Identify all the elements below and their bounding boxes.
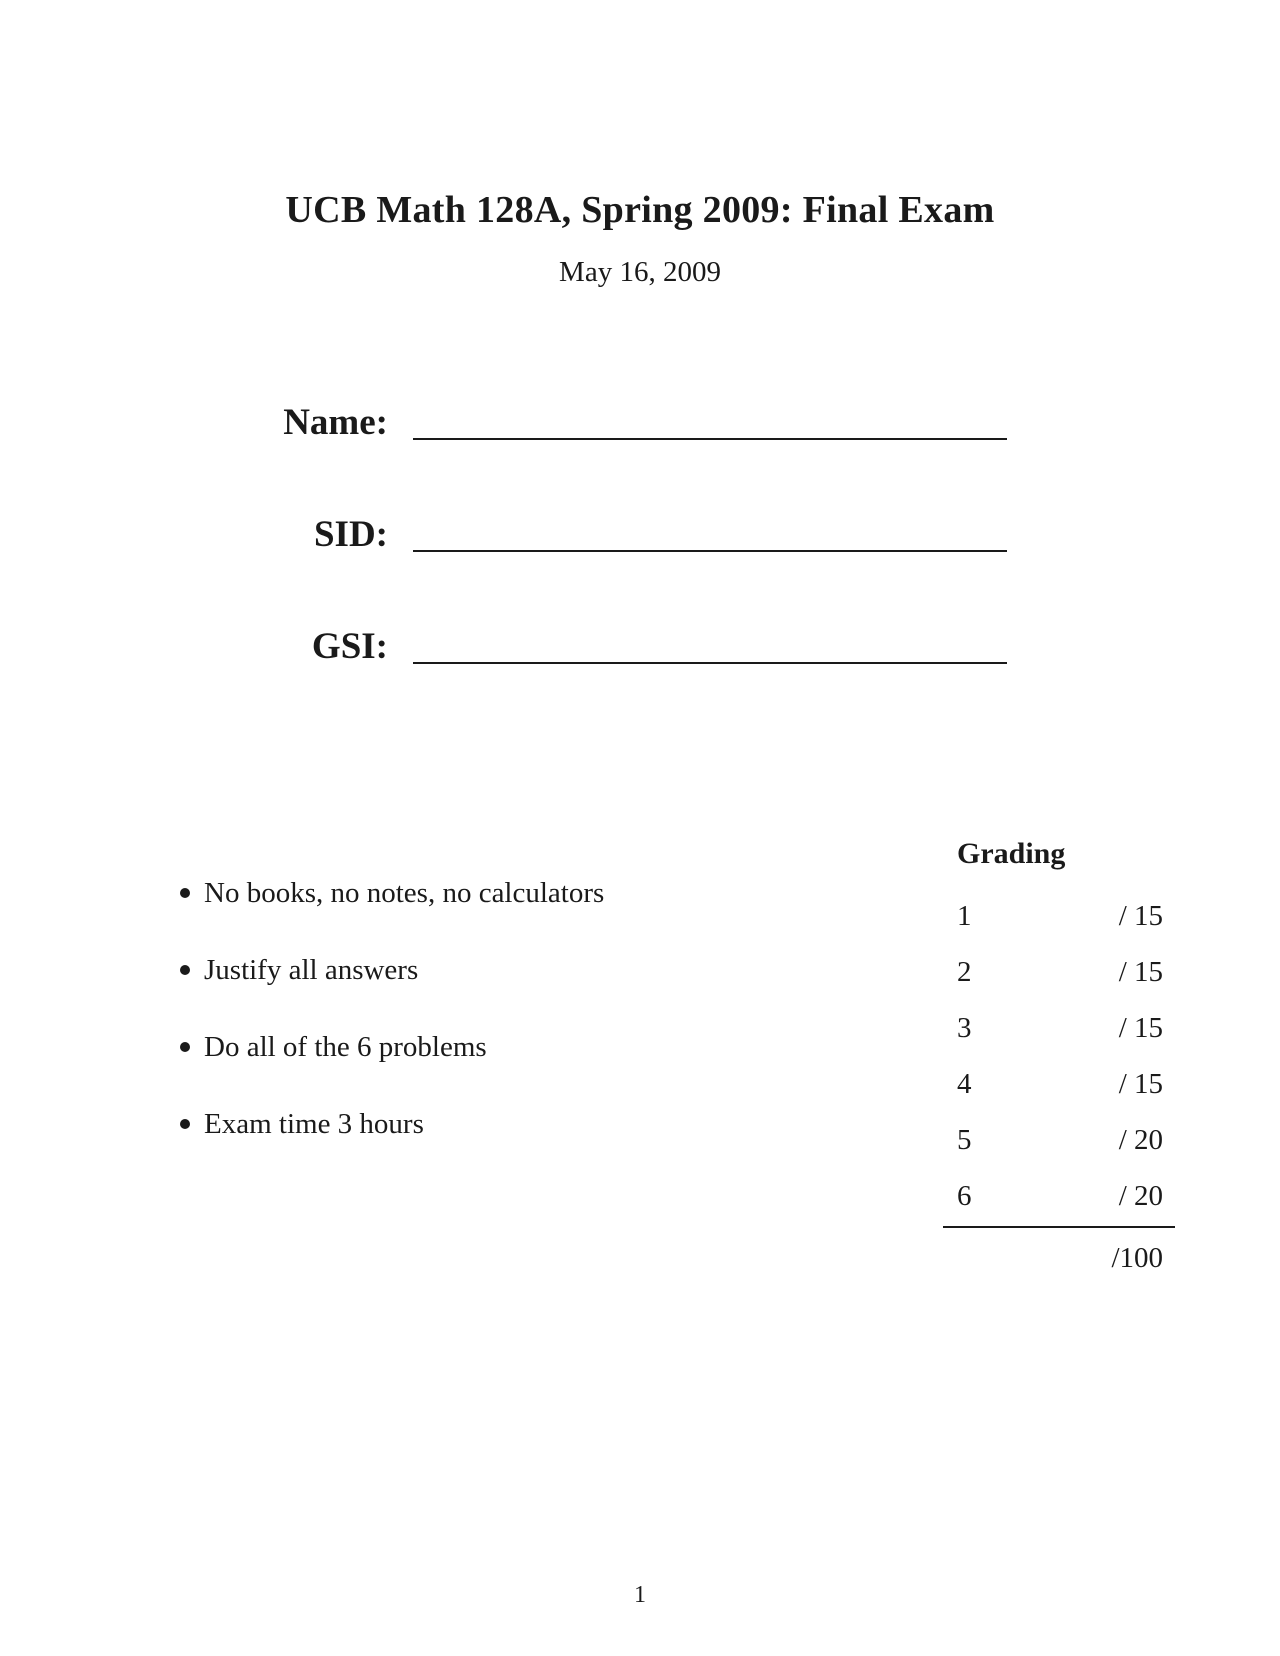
grading-row: [943, 1056, 1175, 1112]
grading-table: [943, 836, 1175, 1280]
problem-max-score: / 15: [1118, 1068, 1163, 1100]
bullet-icon: [180, 1042, 190, 1052]
problem-number: 2: [957, 956, 972, 988]
grading-title: Grading: [957, 837, 1066, 870]
problem-number: 5: [957, 1124, 972, 1156]
problem-number: 6: [957, 1180, 972, 1212]
problem-number: 4: [957, 1068, 972, 1100]
page-number: 1: [634, 1582, 646, 1608]
problem-max-score: / 15: [1118, 1012, 1163, 1044]
grading-row: [943, 1112, 1175, 1168]
gsi-blank-line: [413, 662, 1007, 664]
instruction-item: [180, 1030, 604, 1107]
bullet-icon: [180, 888, 190, 898]
name-blank-line: [413, 438, 1007, 440]
name-label: Name:: [283, 402, 388, 443]
exam-title: UCB Math 128A, Spring 2009: Final Exam: [285, 189, 995, 231]
problem-number: 3: [957, 1012, 972, 1044]
instruction-text: No books, no notes, no calculators: [204, 877, 605, 909]
instruction-text: Exam time 3 hours: [204, 1108, 424, 1140]
grading-total-row: [943, 1228, 1175, 1280]
problem-max-score: / 15: [1118, 900, 1163, 932]
grading-row: [943, 1168, 1175, 1224]
instruction-item: [180, 953, 604, 1030]
problem-max-score: / 20: [1118, 1124, 1163, 1156]
sid-label: SID:: [313, 514, 388, 555]
grading-row: [943, 1000, 1175, 1056]
instruction-text: Justify all answers: [204, 954, 419, 986]
sid-blank-line: [413, 550, 1007, 552]
bullet-icon: [180, 965, 190, 975]
instruction-text: Do all of the 6 problems: [204, 1031, 487, 1063]
instructions-list: [180, 876, 604, 1184]
grading-total: /100: [1111, 1242, 1163, 1274]
grading-row: [943, 944, 1175, 1000]
problem-number: 1: [957, 900, 972, 932]
instruction-item: [180, 876, 604, 953]
instruction-item: [180, 1107, 604, 1184]
problem-max-score: / 20: [1118, 1180, 1163, 1212]
grading-row: [943, 888, 1175, 944]
gsi-label: GSI:: [311, 626, 388, 667]
bullet-icon: [180, 1119, 190, 1129]
exam-date: May 16, 2009: [559, 256, 721, 288]
problem-max-score: / 15: [1118, 956, 1163, 988]
